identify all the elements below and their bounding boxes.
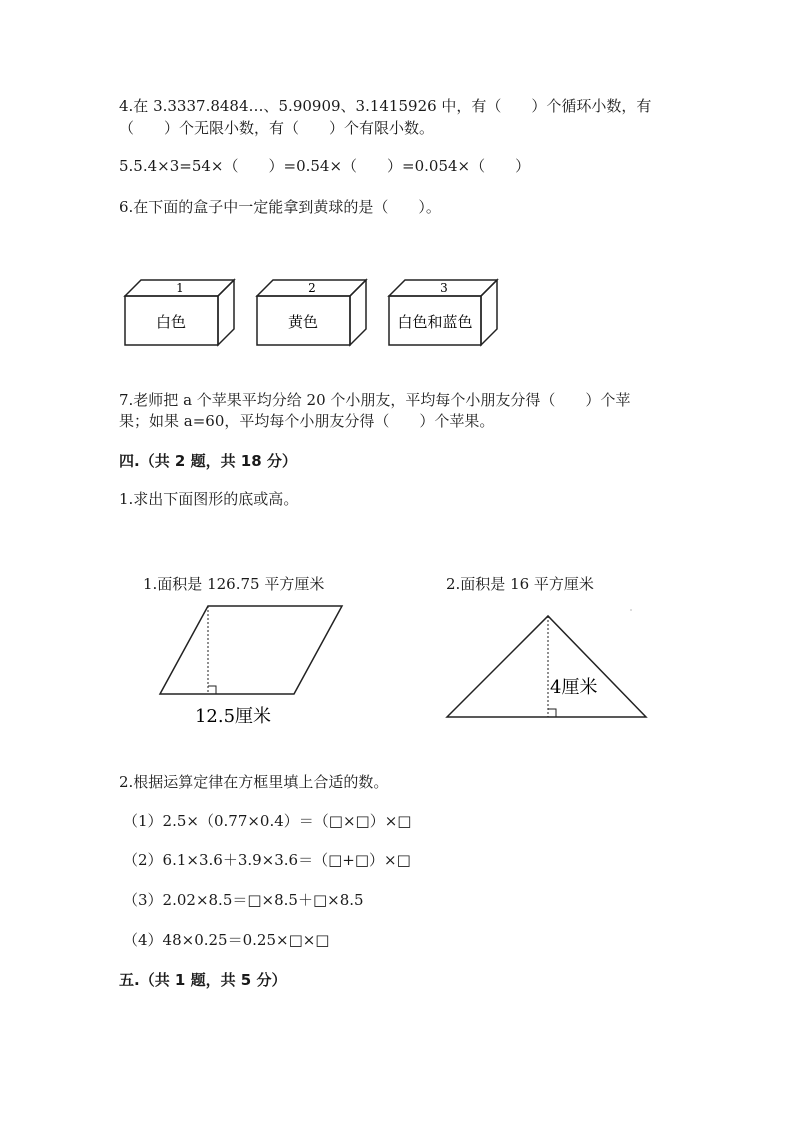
q7-line1: 7.老师把 a 个苹果平均分给 20 个小朋友，平均每个小朋友分得（ ）个苹 bbox=[119, 391, 631, 409]
right-angle-mark bbox=[208, 686, 216, 694]
section5-heading: 五.（共 1 题，共 5 分） bbox=[119, 971, 287, 989]
q2-item-3: （3）2.02×8.5＝□×8.5＋□×8.5 bbox=[123, 891, 364, 909]
section4-q2-text: 2.根据运算定律在方框里填上合适的数。 bbox=[119, 773, 389, 791]
box-2-label: 黄色 bbox=[287, 313, 319, 331]
right-angle-mark bbox=[548, 709, 556, 717]
box-1-label: 白色 bbox=[155, 313, 187, 331]
q5-text: 5.5.4×3=54×（ ）=0.54×（ ）=0.054×（ ） bbox=[119, 157, 531, 175]
q2-item-2: （2）6.1×3.6＋3.9×3.6＝（□+□）×□ bbox=[123, 851, 411, 869]
parallelogram-figure bbox=[160, 606, 342, 694]
triangle bbox=[447, 616, 646, 717]
q6-text: 6.在下面的盒子中一定能拿到黄球的是（ ）。 bbox=[119, 198, 441, 216]
triangle-height-label: 4厘米 bbox=[550, 677, 598, 698]
q2-item-4: （4）48×0.25＝0.25×□×□ bbox=[123, 931, 330, 949]
fig1-caption: 1.面积是 126.75 平方厘米 bbox=[143, 575, 325, 593]
parallelogram bbox=[160, 606, 342, 694]
box-1-number: 1 bbox=[176, 281, 184, 295]
section4-heading: 四.（共 2 题，共 18 分） bbox=[119, 452, 297, 470]
box-2-number: 2 bbox=[308, 281, 316, 295]
parallelogram-base-label: 12.5厘米 bbox=[194, 706, 272, 727]
fig2-caption: 2.面积是 16 平方厘米 bbox=[446, 575, 594, 593]
box-3-number: 3 bbox=[440, 281, 448, 295]
q7-line2: 果；如果 a=60，平均每个小朋友分得（ ）个苹果。 bbox=[119, 412, 495, 430]
q4-line1: 4.在 3.3337.8484…、5.90909、3.1415926 中，有（ ）个循环小数，有 bbox=[119, 97, 652, 115]
triangle-figure bbox=[447, 610, 646, 717]
q4-line2: （ ）个无限小数，有（ ）个有限小数。 bbox=[119, 119, 435, 137]
section4-q1-text: 1.求出下面图形的底或高。 bbox=[119, 490, 299, 508]
box-3-label: 白色和蓝色 bbox=[397, 313, 473, 331]
q2-item-1: （1）2.5×（0.77×0.4）＝（□×□）×□ bbox=[123, 812, 412, 830]
